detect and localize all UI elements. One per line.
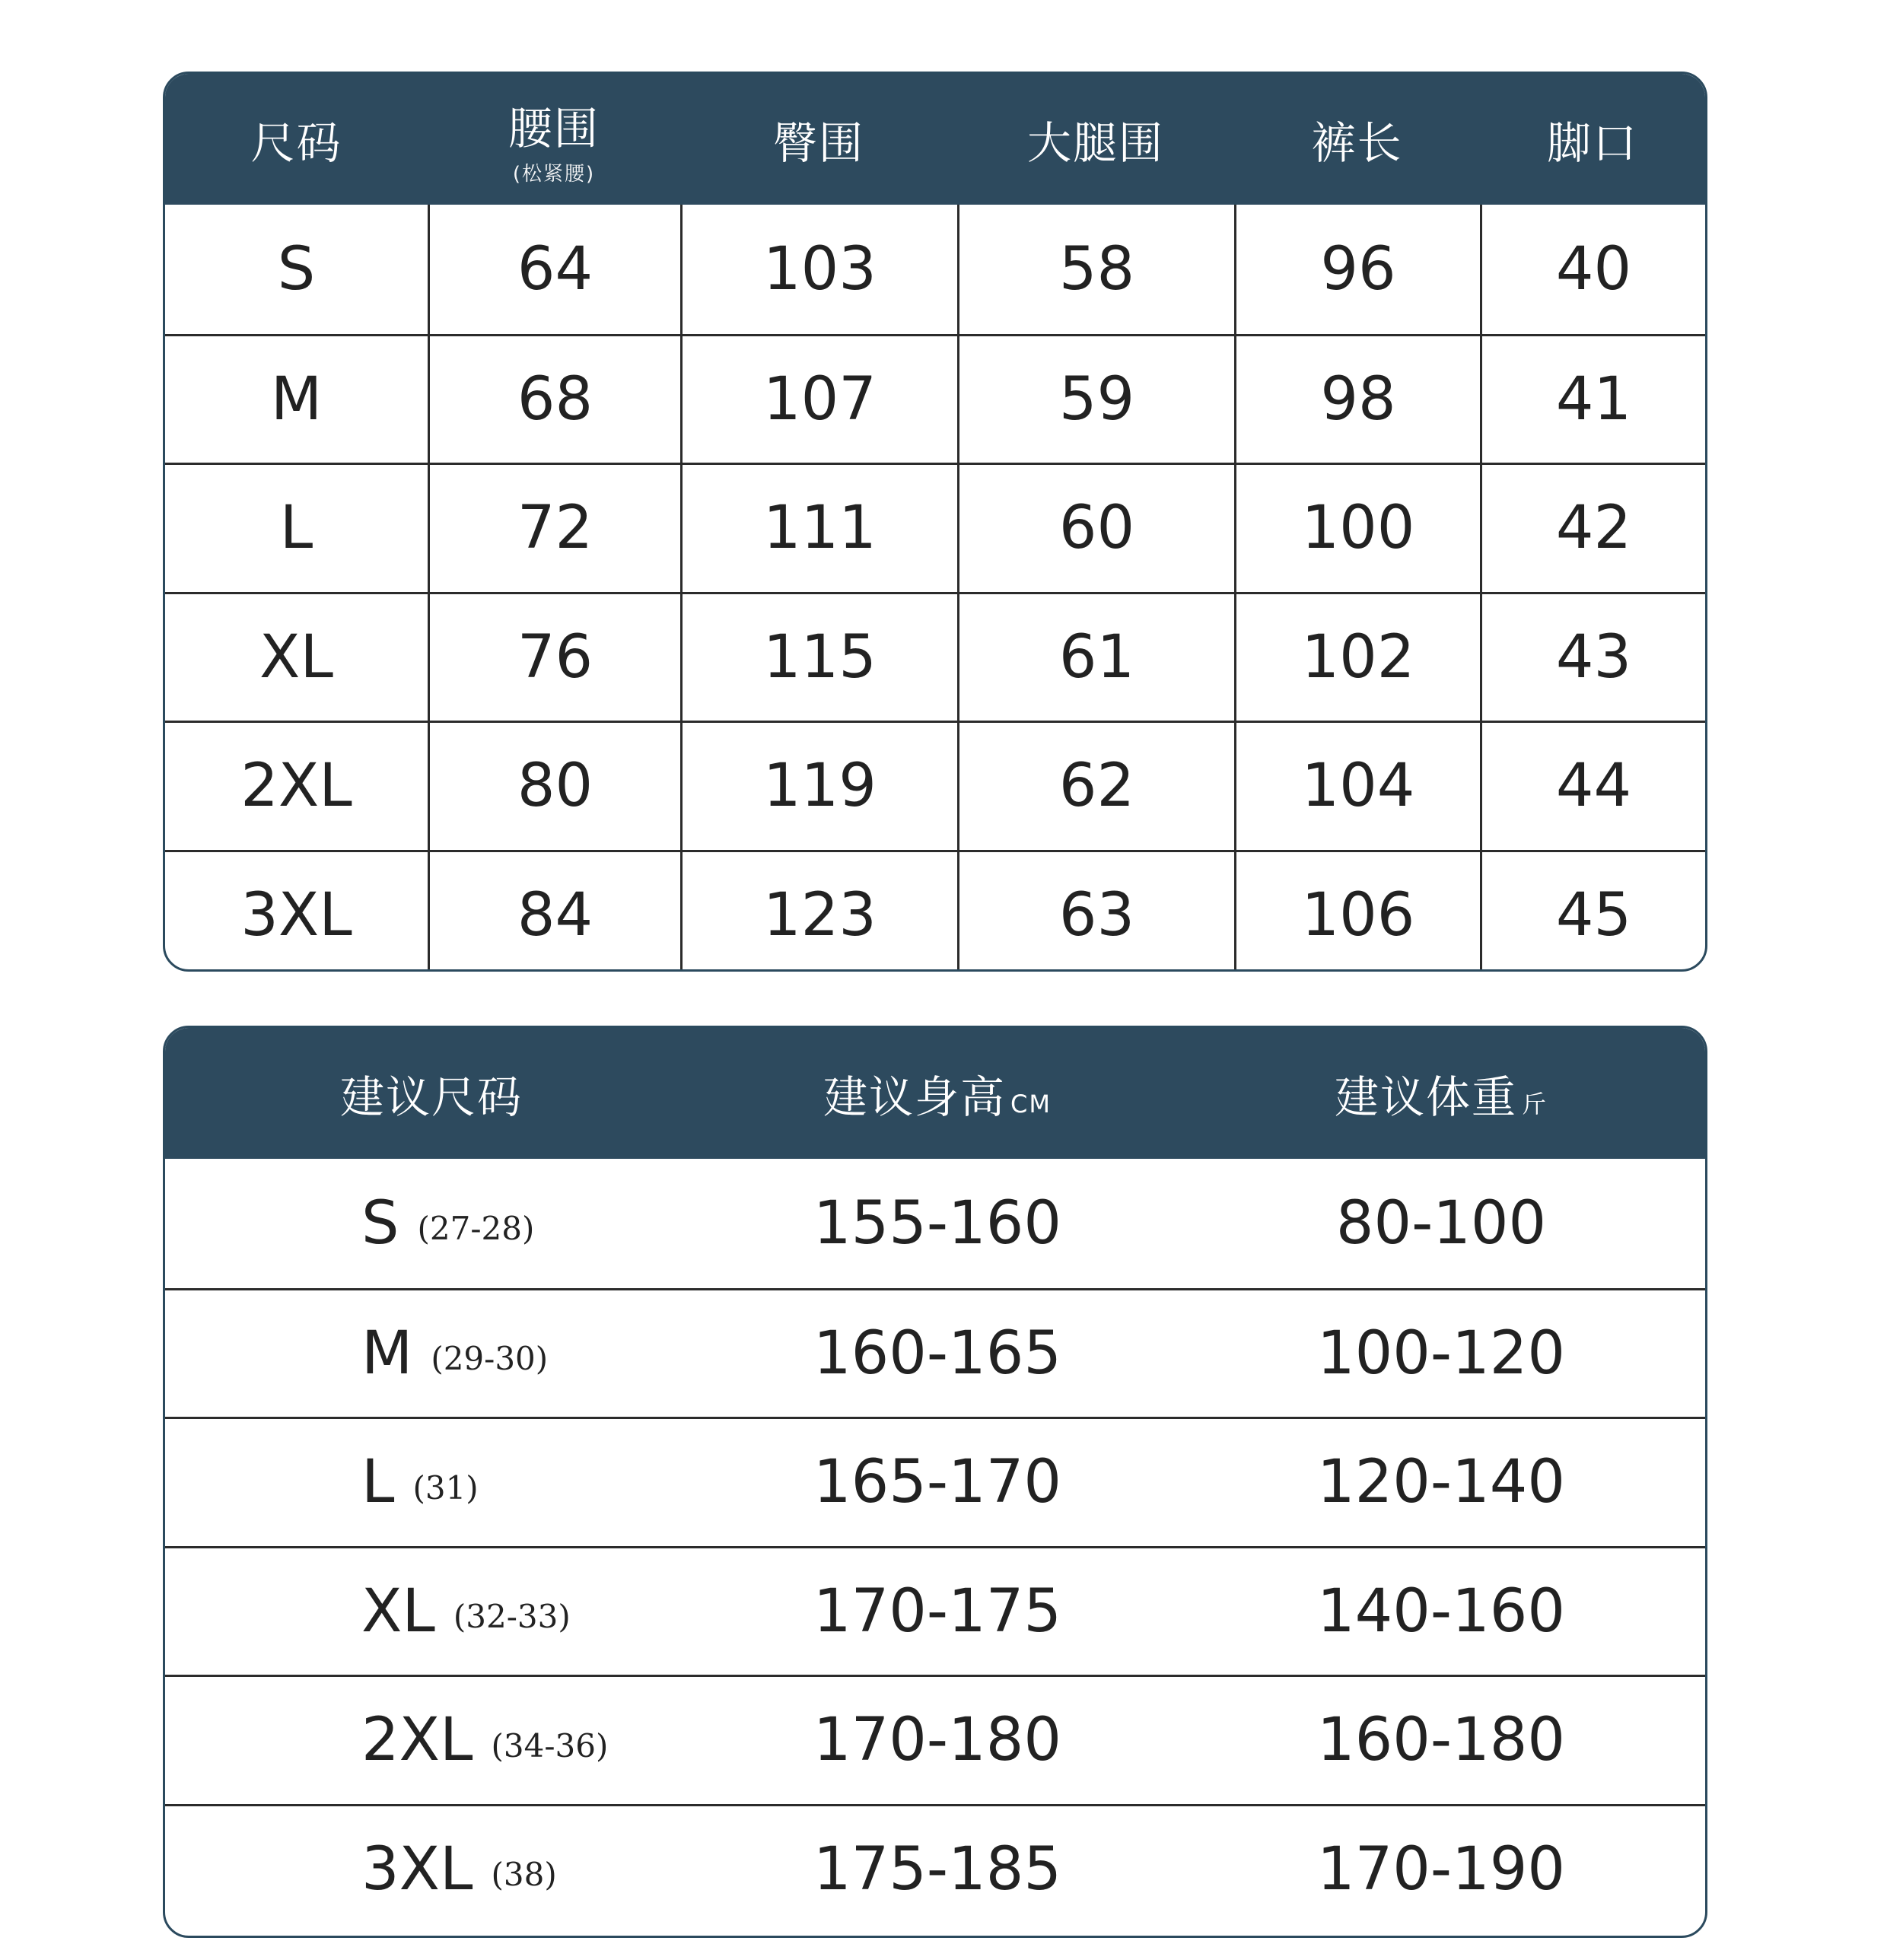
header-recommended-size: 建议尺码	[339, 1071, 523, 1123]
header-length: 裤长	[1311, 117, 1403, 169]
cell-recommended-size	[165, 1290, 698, 1418]
cell-leg-opening: 45	[1480, 852, 1705, 972]
cell-thigh: 63	[957, 852, 1234, 972]
table-row	[165, 1804, 1705, 1933]
size-label: XL	[361, 1577, 435, 1646]
waist-range: (29-30)	[431, 1340, 549, 1378]
cell-recommended-size	[165, 1806, 698, 1933]
cell-waist: 68	[428, 336, 680, 463]
cell-size: 2XL	[240, 752, 352, 821]
cell-size: M	[270, 364, 323, 434]
cell-waist: 84	[428, 852, 680, 972]
cell-recommended-size	[165, 1419, 698, 1546]
cell-thigh: 58	[957, 205, 1234, 334]
cell-hip: 119	[680, 723, 957, 850]
height-unit: CM	[1010, 1090, 1052, 1118]
cell-leg-opening: 41	[1480, 336, 1705, 463]
cell-weight: 170-190	[1317, 1834, 1565, 1904]
cell-height: 175-185	[813, 1834, 1061, 1904]
cell-recommended-size	[165, 1159, 698, 1288]
size-table-body	[165, 205, 1705, 972]
cell-weight: 160-180	[1317, 1706, 1565, 1775]
header-hip: 臀围	[772, 117, 864, 169]
table-row	[165, 1417, 1705, 1546]
cell-length: 96	[1234, 205, 1480, 334]
cell-leg-opening: 43	[1480, 594, 1705, 721]
cell-height: 170-175	[813, 1577, 1061, 1646]
size-label: 2XL	[361, 1706, 473, 1775]
cell-weight: 120-140	[1317, 1448, 1565, 1517]
cell-height: 170-180	[813, 1706, 1061, 1775]
cell-recommended-size	[165, 1548, 698, 1675]
weight-unit: 斤	[1522, 1090, 1548, 1118]
waist-range: (27-28)	[417, 1210, 535, 1248]
cell-size: XL	[259, 622, 333, 692]
cell-length: 100	[1234, 465, 1480, 592]
recommend-table-header	[165, 1028, 1705, 1159]
cell-height: 165-170	[813, 1448, 1061, 1517]
cell-leg-opening: 42	[1480, 465, 1705, 592]
size-label: S	[361, 1188, 399, 1258]
cell-hip: 107	[680, 336, 957, 463]
cell-waist: 80	[428, 723, 680, 850]
table-row	[165, 1159, 1705, 1288]
waist-range: (34-36)	[491, 1726, 609, 1764]
cell-thigh: 62	[957, 723, 1234, 850]
recommend-table-body	[165, 1159, 1705, 1933]
cell-size: L	[279, 494, 313, 563]
cell-hip: 103	[680, 205, 957, 334]
size-label: L	[361, 1448, 395, 1517]
header-leg-opening: 脚口	[1546, 117, 1638, 169]
cell-height: 155-160	[813, 1188, 1061, 1258]
size-recommendation-table	[163, 1026, 1707, 1938]
header-recommended-height: 建议身高 CM	[823, 1071, 1052, 1123]
cell-waist: 72	[428, 465, 680, 592]
table-row	[165, 334, 1705, 463]
cell-size: 3XL	[240, 880, 352, 950]
waist-range: (38)	[491, 1856, 557, 1894]
cell-thigh: 60	[957, 465, 1234, 592]
table-row	[165, 205, 1705, 334]
header-thigh: 大腿围	[1026, 117, 1164, 169]
cell-weight: 100-120	[1317, 1319, 1565, 1388]
cell-length: 104	[1234, 723, 1480, 850]
cell-leg-opening: 44	[1480, 723, 1705, 850]
header-waist-note: (松紧腰)	[512, 162, 596, 186]
table-row	[165, 721, 1705, 850]
table-row	[165, 1288, 1705, 1418]
table-row	[165, 592, 1705, 721]
cell-hip: 111	[680, 465, 957, 592]
size-table-header	[165, 74, 1705, 205]
cell-length: 102	[1234, 594, 1480, 721]
cell-hip: 115	[680, 594, 957, 721]
header-recommended-weight: 建议体重 斤	[1334, 1071, 1548, 1123]
table-row	[165, 463, 1705, 592]
table-row	[165, 1546, 1705, 1675]
cell-weight: 80-100	[1335, 1188, 1547, 1258]
header-waist: 腰围 (松紧腰)	[508, 102, 600, 186]
waist-range: (31)	[412, 1468, 479, 1507]
cell-leg-opening: 40	[1480, 205, 1705, 334]
cell-length: 98	[1234, 336, 1480, 463]
cell-length: 106	[1234, 852, 1480, 972]
waist-range: (32-33)	[453, 1598, 571, 1636]
cell-hip: 123	[680, 852, 957, 972]
table-row	[165, 1675, 1705, 1804]
cell-size: S	[277, 234, 316, 304]
cell-recommended-size	[165, 1677, 698, 1804]
cell-weight: 140-160	[1317, 1577, 1565, 1646]
cell-waist: 64	[428, 205, 680, 334]
cell-thigh: 59	[957, 336, 1234, 463]
cell-thigh: 61	[957, 594, 1234, 721]
size-label: M	[361, 1319, 413, 1388]
size-label: 3XL	[361, 1834, 473, 1904]
header-size: 尺码	[250, 117, 342, 169]
size-measurement-table	[163, 72, 1707, 972]
table-row	[165, 850, 1705, 972]
cell-height: 160-165	[813, 1319, 1061, 1388]
cell-waist: 76	[428, 594, 680, 721]
